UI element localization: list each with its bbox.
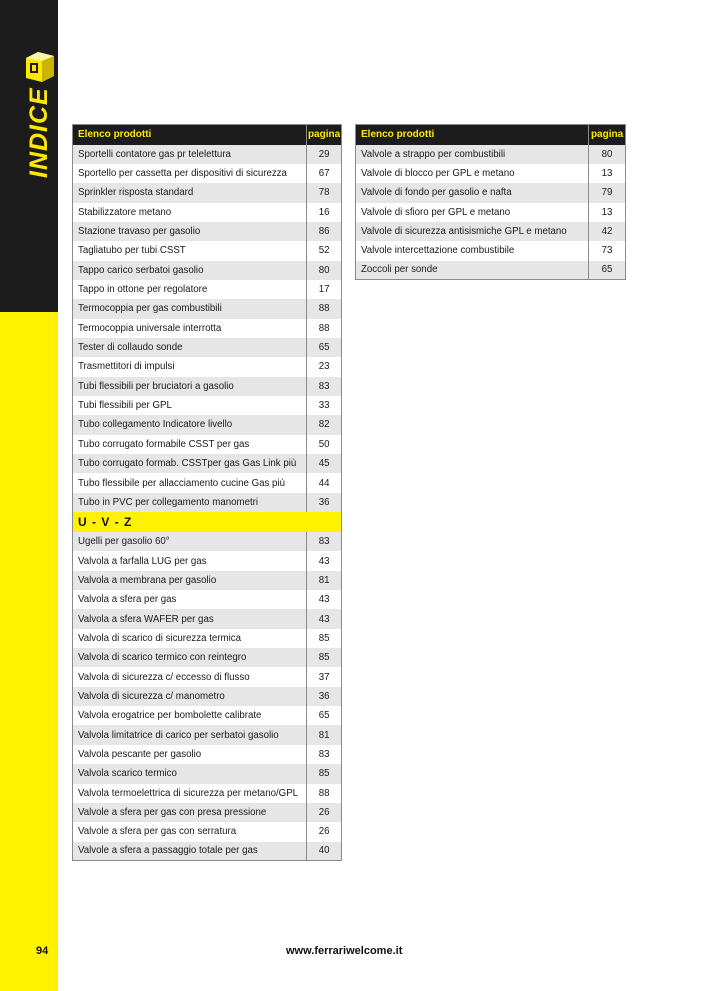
product-index-table-right [355, 124, 626, 280]
page-ref: 83 [307, 532, 342, 551]
product-name: Valvola di scarico di sicurezza termica [73, 629, 307, 648]
product-name: Tagliatubo per tubi CSST [73, 241, 307, 260]
table-row [73, 473, 342, 492]
table-row [73, 241, 342, 260]
page-ref: 26 [307, 803, 342, 822]
table-row [73, 822, 342, 841]
product-name: Tubi flessibili per GPL [73, 396, 307, 415]
table-row [73, 532, 342, 551]
product-name: Termocoppia universale interrotta [73, 319, 307, 338]
page-ref: 45 [307, 454, 342, 473]
product-name: Valvole intercettazione combustibile [356, 241, 589, 260]
table-row [73, 299, 342, 318]
page-ref: 85 [307, 648, 342, 667]
product-name: Tubo in PVC per collegamento manometri [73, 493, 307, 512]
page-ref: 80 [589, 145, 626, 164]
page-ref: 43 [307, 590, 342, 609]
website-url[interactable]: www.ferrariwelcome.it [286, 945, 403, 957]
table-row [73, 725, 342, 744]
page-ref: 85 [307, 629, 342, 648]
table-row [73, 745, 342, 764]
table-row [73, 261, 342, 280]
product-name: Tubo corrugato formab. CSSTper gas Gas Link più [73, 454, 307, 473]
page-ref: 37 [307, 667, 342, 686]
page-ref: 82 [307, 415, 342, 434]
product-name: Valvola termoelettrica di sicurezza per metano/GPL [73, 784, 307, 803]
product-name: Tubo flessibile per allacciamento cucine Gas più [73, 473, 307, 492]
table-row [73, 551, 342, 570]
product-name: Valvola di sicurezza c/ manometro [73, 687, 307, 706]
table-row [73, 706, 342, 725]
page-ref: 23 [307, 357, 342, 376]
header-page: pagina [307, 125, 342, 145]
table-row [73, 667, 342, 686]
table-row [356, 145, 626, 164]
page-ref: 81 [307, 571, 342, 590]
product-name: Tappo carico serbatoi gasolio [73, 261, 307, 280]
page-ref: 43 [307, 609, 342, 628]
table-header-row [356, 125, 626, 145]
product-name: Tubo collegamento Indicatore livello [73, 415, 307, 434]
product-name: Valvola erogatrice per bombolette calibrate [73, 706, 307, 725]
product-name: Valvola a farfalla LUG per gas [73, 551, 307, 570]
page-ref: 17 [307, 280, 342, 299]
page-ref: 50 [307, 435, 342, 454]
table-row [73, 648, 342, 667]
page-ref: 36 [307, 687, 342, 706]
product-name: Valvola a membrana per gasolio [73, 571, 307, 590]
table-row [356, 222, 626, 241]
product-name: Valvole di sicurezza antisismiche GPL e metano [356, 222, 589, 241]
page-ref: 88 [307, 319, 342, 338]
page-ref: 81 [307, 725, 342, 744]
page-ref: 83 [307, 745, 342, 764]
page-ref: 40 [307, 842, 342, 861]
product-name: Valvola di scarico termico con reintegro [73, 648, 307, 667]
table-row [73, 571, 342, 590]
table-row [73, 203, 342, 222]
table-row [73, 764, 342, 783]
page-ref: 26 [307, 822, 342, 841]
product-name: Valvole di fondo per gasolio e nafta [356, 183, 589, 202]
product-index-table-left [72, 124, 342, 861]
table-row [73, 590, 342, 609]
product-name: Sportello per cassetta per dispositivi di sicurezza [73, 164, 307, 183]
table-row [73, 280, 342, 299]
ferrari-logo-icon [24, 50, 56, 84]
table-row [73, 377, 342, 396]
table-row [356, 241, 626, 260]
table-row [73, 435, 342, 454]
group-label: U - V - Z [73, 512, 342, 532]
table-row [73, 803, 342, 822]
header-product-list: Elenco prodotti [73, 125, 307, 145]
page-ref: 52 [307, 241, 342, 260]
page-number: 94 [36, 945, 49, 957]
section-title: INDICE [25, 87, 53, 178]
page-ref: 36 [307, 493, 342, 512]
header-product-list: Elenco prodotti [356, 125, 589, 145]
page-ref: 13 [589, 164, 626, 183]
table-row [73, 784, 342, 803]
product-name: Sprinkler risposta standard [73, 183, 307, 202]
product-name: Valvole di blocco per GPL e metano [356, 164, 589, 183]
page-ref: 67 [307, 164, 342, 183]
table-row [73, 222, 342, 241]
page-ref: 80 [307, 261, 342, 280]
page-ref: 65 [589, 261, 626, 280]
table-row [73, 454, 342, 473]
page-ref: 65 [307, 338, 342, 357]
product-name: Zoccoli per sonde [356, 261, 589, 280]
page-ref: 33 [307, 396, 342, 415]
table-row [73, 357, 342, 376]
group-header-row [73, 512, 342, 532]
table-row [73, 338, 342, 357]
page-ref: 43 [307, 551, 342, 570]
product-name: Valvola pescante per gasolio [73, 745, 307, 764]
page-ref: 44 [307, 473, 342, 492]
product-name: Valvola scarico termico [73, 764, 307, 783]
table-row [73, 183, 342, 202]
table-row [73, 145, 342, 164]
header-page: pagina [589, 125, 626, 145]
page-ref: 16 [307, 203, 342, 222]
product-name: Tubi flessibili per bruciatori a gasolio [73, 377, 307, 396]
product-name: Valvola limitatrice di carico per serbatoi gasolio [73, 725, 307, 744]
product-name: Stabilizzatore metano [73, 203, 307, 222]
product-name: Valvole a sfera per gas con serratura [73, 822, 307, 841]
product-name: Tubo corrugato formabile CSST per gas [73, 435, 307, 454]
product-name: Valvola a sfera per gas [73, 590, 307, 609]
table-row [73, 396, 342, 415]
table-row [356, 164, 626, 183]
product-name: Valvole a sfera per gas con presa pressione [73, 803, 307, 822]
page-ref: 85 [307, 764, 342, 783]
table-header-row [73, 125, 342, 145]
page-ref: 13 [589, 203, 626, 222]
page-ref: 78 [307, 183, 342, 202]
page-ref: 86 [307, 222, 342, 241]
table-row [73, 842, 342, 861]
table-row [73, 609, 342, 628]
table-row [73, 319, 342, 338]
product-name: Sportelli contatore gas pr telelettura [73, 145, 307, 164]
product-name: Tappo in ottone per regolatore [73, 280, 307, 299]
table-row [356, 203, 626, 222]
table-row [73, 415, 342, 434]
page-ref: 42 [589, 222, 626, 241]
table-row [73, 493, 342, 512]
page-ref: 88 [307, 784, 342, 803]
product-name: Valvole a sfera a passaggio totale per gas [73, 842, 307, 861]
table-row [73, 629, 342, 648]
product-name: Ugelli per gasolio 60° [73, 532, 307, 551]
product-name: Valvola a sfera WAFER per gas [73, 609, 307, 628]
table-row [356, 183, 626, 202]
product-name: Tester di collaudo sonde [73, 338, 307, 357]
product-name: Trasmettitori di impulsi [73, 357, 307, 376]
table-row [356, 261, 626, 280]
table-row [73, 687, 342, 706]
product-name: Stazione travaso per gasolio [73, 222, 307, 241]
sidebar-yellow-band [0, 312, 58, 991]
page-ref: 73 [589, 241, 626, 260]
page-ref: 83 [307, 377, 342, 396]
page-ref: 88 [307, 299, 342, 318]
page-ref: 79 [589, 183, 626, 202]
table-row [73, 164, 342, 183]
page-ref: 29 [307, 145, 342, 164]
product-name: Valvola di sicurezza c/ eccesso di flusso [73, 667, 307, 686]
product-name: Valvole di sfioro per GPL e metano [356, 203, 589, 222]
product-name: Termocoppia per gas combustibili [73, 299, 307, 318]
page-ref: 65 [307, 706, 342, 725]
product-name: Valvole a strappo per combustibili [356, 145, 589, 164]
